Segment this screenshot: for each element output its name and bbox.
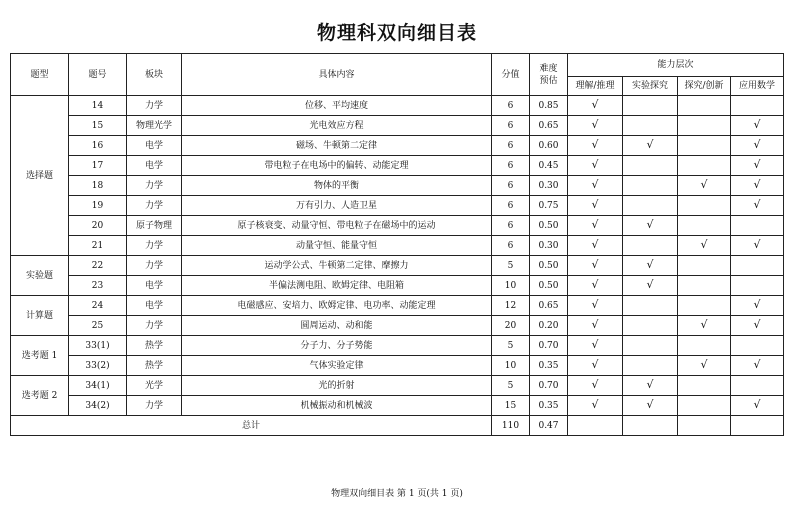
total-label-cell: 总计 <box>11 416 492 436</box>
module-cell: 力学 <box>127 196 182 216</box>
ability-cell <box>623 216 678 236</box>
module-cell: 电学 <box>127 156 182 176</box>
ability-cell <box>623 356 678 376</box>
content-cell: 分子力、分子势能 <box>182 336 492 356</box>
content-cell: 万有引力、人造卫星 <box>182 196 492 216</box>
score-cell: 15 <box>492 396 530 416</box>
total-score-cell: 110 <box>492 416 530 436</box>
question-number-cell: 22 <box>69 256 127 276</box>
difficulty-cell: 0.30 <box>530 236 568 256</box>
ability-cell <box>623 416 678 436</box>
ability-cell <box>568 396 623 416</box>
module-cell: 物理光学 <box>127 116 182 136</box>
check-mark-icon: √ <box>646 218 654 231</box>
check-mark-icon: √ <box>700 238 708 251</box>
table-row <box>11 96 784 116</box>
check-mark-icon: √ <box>700 318 708 331</box>
ability-cell <box>731 296 784 316</box>
check-mark-icon: √ <box>753 358 761 371</box>
content-cell: 位移、平均速度 <box>182 96 492 116</box>
header-ability-experiment: 实验探究 <box>623 77 678 96</box>
question-number-cell: 18 <box>69 176 127 196</box>
check-mark-icon: √ <box>646 138 654 151</box>
ability-cell <box>731 256 784 276</box>
check-mark-icon: √ <box>591 338 599 351</box>
check-mark-icon: √ <box>753 158 761 171</box>
score-cell: 6 <box>492 216 530 236</box>
ability-cell <box>568 176 623 196</box>
check-mark-icon: √ <box>591 358 599 371</box>
difficulty-cell: 0.20 <box>530 316 568 336</box>
module-cell: 电学 <box>127 136 182 156</box>
ability-cell <box>568 276 623 296</box>
ability-cell <box>678 276 731 296</box>
ability-cell <box>568 156 623 176</box>
content-cell: 带电粒子在电场中的偏转、动能定理 <box>182 156 492 176</box>
score-cell: 5 <box>492 336 530 356</box>
table-row <box>11 356 784 376</box>
question-number-cell: 15 <box>69 116 127 136</box>
module-cell: 热学 <box>127 336 182 356</box>
ability-cell <box>678 156 731 176</box>
ability-cell <box>568 216 623 236</box>
ability-cell <box>678 176 731 196</box>
question-number-cell: 25 <box>69 316 127 336</box>
ability-cell <box>678 136 731 156</box>
check-mark-icon: √ <box>753 138 761 151</box>
ability-cell <box>678 296 731 316</box>
ability-cell <box>568 336 623 356</box>
question-type-cell: 选择题 <box>11 96 69 256</box>
check-mark-icon: √ <box>700 358 708 371</box>
check-mark-icon: √ <box>753 398 761 411</box>
check-mark-icon: √ <box>591 158 599 171</box>
score-cell: 6 <box>492 156 530 176</box>
score-cell: 10 <box>492 356 530 376</box>
ability-cell <box>568 116 623 136</box>
ability-cell <box>678 236 731 256</box>
score-cell: 6 <box>492 96 530 116</box>
table-row <box>11 116 784 136</box>
difficulty-cell: 0.70 <box>530 336 568 356</box>
ability-cell <box>623 116 678 136</box>
table-row <box>11 196 784 216</box>
module-cell: 电学 <box>127 276 182 296</box>
score-cell: 6 <box>492 136 530 156</box>
table-body <box>11 54 784 436</box>
difficulty-cell: 0.50 <box>530 276 568 296</box>
module-cell: 力学 <box>127 316 182 336</box>
score-cell: 6 <box>492 116 530 136</box>
table-row <box>11 396 784 416</box>
ability-cell <box>623 336 678 356</box>
ability-cell <box>731 396 784 416</box>
check-mark-icon: √ <box>753 178 761 191</box>
header-type: 题型 <box>11 54 69 96</box>
difficulty-cell: 0.65 <box>530 296 568 316</box>
ability-cell <box>623 276 678 296</box>
header-ability-innovation: 探究/创新 <box>678 77 731 96</box>
ability-cell <box>731 316 784 336</box>
difficulty-cell: 0.45 <box>530 156 568 176</box>
ability-cell <box>568 316 623 336</box>
ability-cell <box>623 196 678 216</box>
question-type-cell: 选考题 2 <box>11 376 69 416</box>
ability-cell <box>568 236 623 256</box>
module-cell: 热学 <box>127 356 182 376</box>
module-cell: 力学 <box>127 256 182 276</box>
difficulty-cell: 0.50 <box>530 216 568 236</box>
question-number-cell: 16 <box>69 136 127 156</box>
ability-cell <box>731 196 784 216</box>
module-cell: 力学 <box>127 96 182 116</box>
table-row <box>11 256 784 276</box>
question-number-cell: 24 <box>69 296 127 316</box>
check-mark-icon: √ <box>591 298 599 311</box>
header-ability-group: 能力层次 <box>568 54 784 77</box>
content-cell: 光电效应方程 <box>182 116 492 136</box>
content-cell: 半偏法测电阻、欧姆定律、电阻箱 <box>182 276 492 296</box>
score-cell: 20 <box>492 316 530 336</box>
ability-cell <box>568 376 623 396</box>
ability-cell <box>731 376 784 396</box>
difficulty-cell: 0.30 <box>530 176 568 196</box>
content-cell: 运动学公式、牛顿第二定律、摩擦力 <box>182 256 492 276</box>
content-cell: 圆周运动、动和能 <box>182 316 492 336</box>
table-row <box>11 136 784 156</box>
header-module: 板块 <box>127 54 182 96</box>
table-row <box>11 236 784 256</box>
difficulty-cell: 0.65 <box>530 116 568 136</box>
difficulty-cell: 0.50 <box>530 256 568 276</box>
ability-cell <box>678 316 731 336</box>
ability-cell <box>623 256 678 276</box>
check-mark-icon: √ <box>591 178 599 191</box>
content-cell: 物体的平衡 <box>182 176 492 196</box>
question-number-cell: 14 <box>69 96 127 116</box>
score-cell: 6 <box>492 236 530 256</box>
ability-cell <box>731 116 784 136</box>
content-cell: 气体实验定律 <box>182 356 492 376</box>
content-cell: 机械振动和机械波 <box>182 396 492 416</box>
ability-cell <box>623 236 678 256</box>
question-type-cell: 选考题 1 <box>11 336 69 376</box>
ability-cell <box>678 196 731 216</box>
module-cell: 力学 <box>127 236 182 256</box>
ability-cell <box>568 96 623 116</box>
check-mark-icon: √ <box>591 258 599 271</box>
question-number-cell: 17 <box>69 156 127 176</box>
content-cell: 电磁感应、安培力、欧姆定律、电功率、动能定理 <box>182 296 492 316</box>
ability-cell <box>623 176 678 196</box>
ability-cell <box>678 216 731 236</box>
difficulty-cell: 0.70 <box>530 376 568 396</box>
check-mark-icon: √ <box>591 238 599 251</box>
content-cell: 磁场、牛顿第二定律 <box>182 136 492 156</box>
difficulty-cell: 0.85 <box>530 96 568 116</box>
ability-cell <box>731 356 784 376</box>
ability-cell <box>568 256 623 276</box>
check-mark-icon: √ <box>646 398 654 411</box>
ability-cell <box>623 376 678 396</box>
question-number-cell: 34(2) <box>69 396 127 416</box>
score-cell: 12 <box>492 296 530 316</box>
ability-cell <box>623 96 678 116</box>
check-mark-icon: √ <box>591 218 599 231</box>
page-title: 物理科双向细目表 <box>316 22 477 44</box>
header-ability-math: 应用数学 <box>731 77 784 96</box>
ability-cell <box>731 96 784 116</box>
ability-cell <box>568 356 623 376</box>
ability-cell <box>678 356 731 376</box>
table-row <box>11 296 784 316</box>
ability-cell <box>678 336 731 356</box>
check-mark-icon: √ <box>591 318 599 331</box>
check-mark-icon: √ <box>753 318 761 331</box>
score-cell: 5 <box>492 376 530 396</box>
question-number-cell: 21 <box>69 236 127 256</box>
module-cell: 力学 <box>127 396 182 416</box>
ability-cell <box>678 116 731 136</box>
question-number-cell: 23 <box>69 276 127 296</box>
ability-cell <box>731 236 784 256</box>
table-row <box>11 376 784 396</box>
check-mark-icon: √ <box>591 278 599 291</box>
header-ability-understanding: 理解/推理 <box>568 77 623 96</box>
difficulty-cell: 0.35 <box>530 356 568 376</box>
question-number-cell: 33(2) <box>69 356 127 376</box>
table-row <box>11 336 784 356</box>
ability-cell <box>623 396 678 416</box>
question-number-cell: 34(1) <box>69 376 127 396</box>
check-mark-icon: √ <box>646 378 654 391</box>
ability-cell <box>678 376 731 396</box>
difficulty-cell: 0.60 <box>530 136 568 156</box>
header-score: 分值 <box>492 54 530 96</box>
header-content: 具体内容 <box>182 54 492 96</box>
ability-cell <box>731 156 784 176</box>
table-row <box>11 316 784 336</box>
check-mark-icon: √ <box>591 118 599 131</box>
check-mark-icon: √ <box>591 98 599 111</box>
ability-cell <box>678 416 731 436</box>
header-number: 题号 <box>69 54 127 96</box>
ability-cell <box>731 136 784 156</box>
module-cell: 原子物理 <box>127 216 182 236</box>
ability-cell <box>623 296 678 316</box>
page-footer: 物理双向细目表 第 1 页(共 1 页) <box>331 489 463 499</box>
table-row <box>11 156 784 176</box>
ability-cell <box>623 136 678 156</box>
module-cell: 光学 <box>127 376 182 396</box>
ability-cell <box>731 416 784 436</box>
ability-cell <box>678 396 731 416</box>
ability-cell <box>623 156 678 176</box>
check-mark-icon: √ <box>753 198 761 211</box>
score-cell: 10 <box>492 276 530 296</box>
table-row <box>11 276 784 296</box>
table-row <box>11 176 784 196</box>
module-cell: 力学 <box>127 176 182 196</box>
check-mark-icon: √ <box>753 298 761 311</box>
score-cell: 6 <box>492 176 530 196</box>
question-number-cell: 20 <box>69 216 127 236</box>
content-cell: 原子核衰变、动量守恒、带电粒子在磁场中的运动 <box>182 216 492 236</box>
check-mark-icon: √ <box>753 238 761 251</box>
question-number-cell: 19 <box>69 196 127 216</box>
spec-table <box>10 53 784 436</box>
difficulty-cell: 0.75 <box>530 196 568 216</box>
check-mark-icon: √ <box>646 258 654 271</box>
difficulty-cell: 0.35 <box>530 396 568 416</box>
check-mark-icon: √ <box>591 138 599 151</box>
ability-cell <box>731 216 784 236</box>
check-mark-icon: √ <box>591 198 599 211</box>
check-mark-icon: √ <box>591 378 599 391</box>
ability-cell <box>568 196 623 216</box>
score-cell: 6 <box>492 196 530 216</box>
ability-cell <box>731 276 784 296</box>
content-cell: 光的折射 <box>182 376 492 396</box>
check-mark-icon: √ <box>591 398 599 411</box>
ability-cell <box>678 96 731 116</box>
check-mark-icon: √ <box>646 278 654 291</box>
module-cell: 电学 <box>127 296 182 316</box>
content-cell: 动量守恒、能量守恒 <box>182 236 492 256</box>
header-difficulty: 难度 预估 <box>530 54 568 96</box>
ability-cell <box>731 336 784 356</box>
score-cell: 5 <box>492 256 530 276</box>
question-type-cell: 计算题 <box>11 296 69 336</box>
question-number-cell: 33(1) <box>69 336 127 356</box>
total-difficulty-cell: 0.47 <box>530 416 568 436</box>
header-row-1 <box>11 54 784 77</box>
ability-cell <box>568 416 623 436</box>
question-type-cell: 实验题 <box>11 256 69 296</box>
table-row <box>11 216 784 236</box>
ability-cell <box>731 176 784 196</box>
total-row <box>11 416 784 436</box>
ability-cell <box>678 256 731 276</box>
ability-cell <box>623 316 678 336</box>
check-mark-icon: √ <box>700 178 708 191</box>
ability-cell <box>568 136 623 156</box>
ability-cell <box>568 296 623 316</box>
check-mark-icon: √ <box>753 118 761 131</box>
